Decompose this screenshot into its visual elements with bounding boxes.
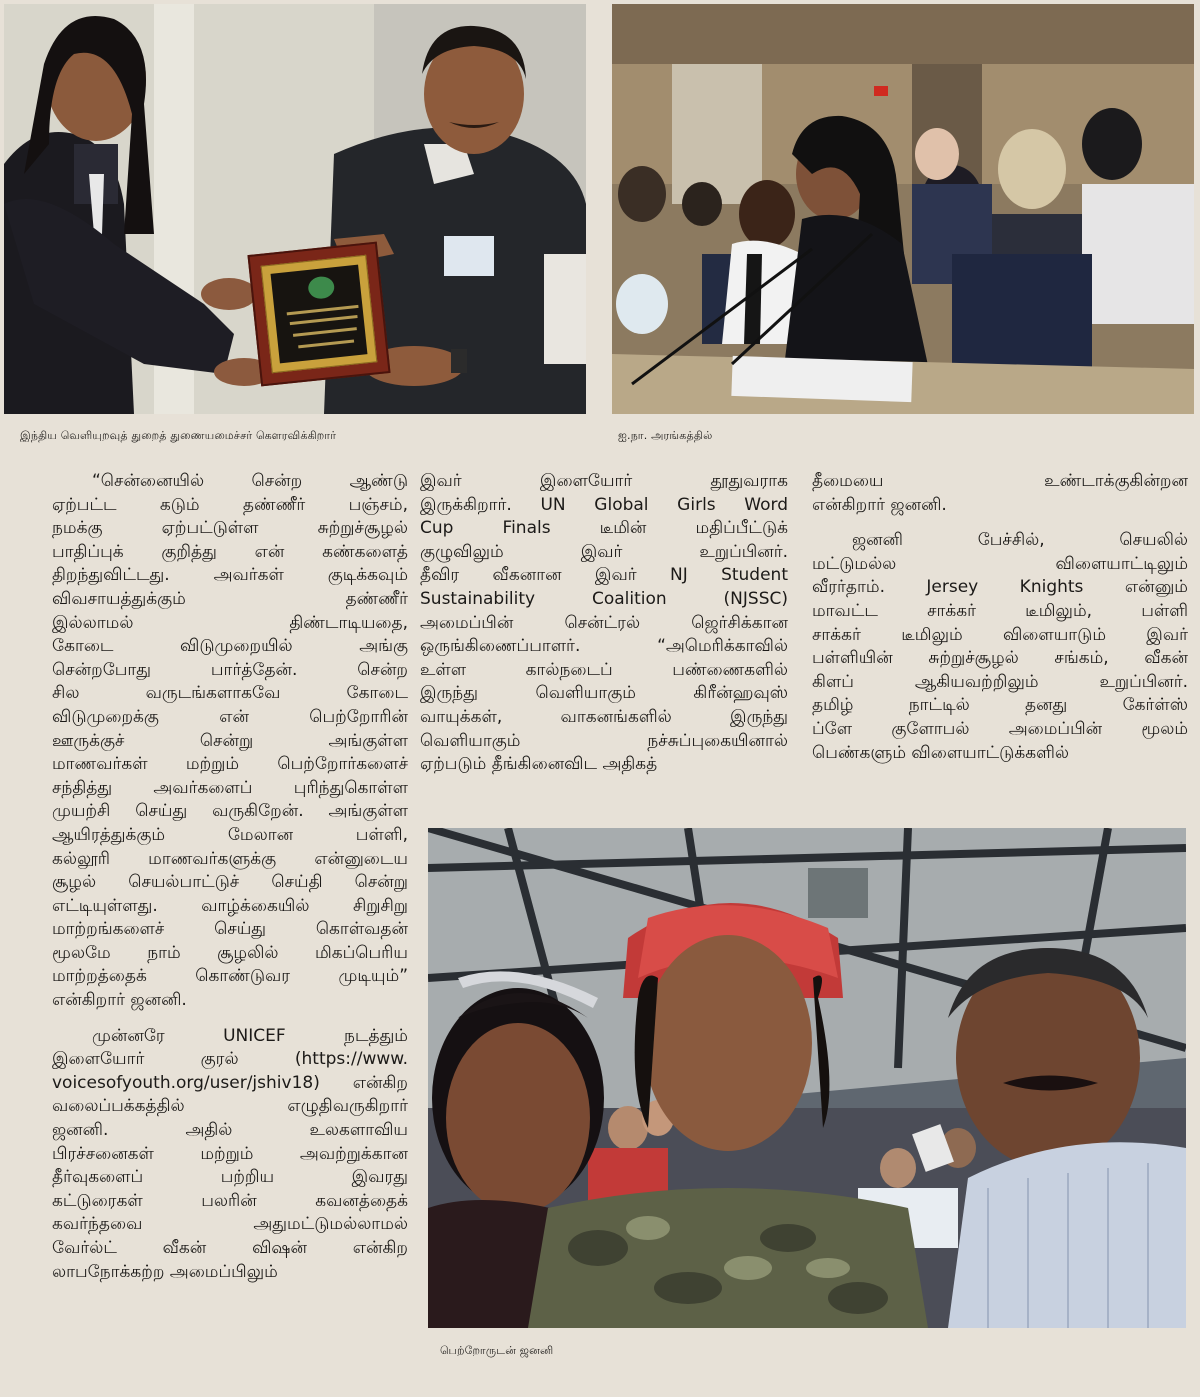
text-line: சூழல் செயல்பாட்டுச் செய்தி சென்று — [52, 872, 408, 893]
text-line: சென்றபோது பார்த்தேன். சென்ற — [52, 659, 408, 680]
paragraph — [52, 1025, 408, 1285]
text-line: ஆயிரத்துக்கும் மேலான பள்ளி, — [52, 824, 408, 845]
text-line: பிரச்சனைகள் மற்றும் அவற்றுக்கான — [52, 1143, 408, 1164]
text-line: அமைப்பின் சென்ட்ரல் ஜெர்சிக்கான — [420, 612, 788, 633]
article-column-1 — [52, 470, 408, 1284]
text-line: ஒருங்கிணைப்பாளர். “அமெரிக்காவில் — [420, 636, 788, 657]
text-line: வெளியாகும் நச்சுப்புகையினால் — [420, 730, 788, 751]
text-line: லாபநோக்கற்ற அமைப்பிலும் — [52, 1261, 278, 1282]
text-line: ஏற்பட்ட கடும் தண்ணீர் பஞ்சம், — [52, 494, 408, 515]
text-line: வேர்ல்ட் வீகன் விஷன் என்கிற — [52, 1238, 408, 1258]
text-line: கல்லூரி மாணவர்களுக்கு என்னுடைய — [52, 848, 408, 869]
text-line: சில வருடங்களாகவே கோடை — [52, 683, 408, 704]
paragraph — [812, 470, 1188, 517]
text-line: Cup Finals டீமின் மதிப்பீட்டுக் — [420, 518, 788, 539]
text-line: முன்னரே UNICEF நடத்தும் — [92, 1025, 408, 1046]
text-line: நமக்கு ஏற்பட்டுள்ள சுற்றுச்சூழல் — [52, 518, 408, 539]
award-plaque — [247, 242, 390, 387]
text-line: வலைப்பக்கத்தில் எழுதிவருகிறார் — [52, 1096, 408, 1117]
text-line: சந்தித்து அவர்களைப் புரிந்துகொள்ள — [52, 777, 408, 798]
text-line: தீமையை உண்டாக்குகின்றன — [812, 471, 1188, 491]
text-line: ஜனனி. அதில் உலகளாவிய — [52, 1120, 408, 1141]
caption-family: பெற்றோருடன் ஜனனி — [440, 1344, 554, 1357]
text-line: மட்டுமல்ல விளையாட்டிலும் — [812, 553, 1188, 574]
text-line: ஜனனி பேச்சில், செயலில் — [852, 530, 1188, 551]
paragraph — [812, 529, 1188, 765]
text-line: விடுமுறைக்கு என் பெற்றோரின் — [52, 706, 408, 727]
text-line: voicesofyouth.org/user/jshiv18) என்கிற — [52, 1072, 408, 1093]
caption-un: ஐ.நா. அரங்கத்தில் — [618, 429, 713, 442]
text-line: இளையோர் குரல் (https://www. — [52, 1049, 408, 1070]
photo-award-ceremony — [4, 4, 586, 414]
text-line: எட்டியுள்ளது. வாழ்க்கையில் சிறுசிறு — [52, 895, 408, 916]
text-line: “சென்னையில் சென்ற ஆண்டு — [92, 471, 408, 491]
text-line: ப்ளே குளோபல் அமைப்பின் மூலம் — [812, 718, 1188, 739]
text-line: கோடை விடுமுறையில் அங்கு — [52, 636, 408, 657]
text-line: பெண்களும் விளையாட்டுக்களில் — [812, 742, 1069, 763]
text-line: தீர்வுகளைப் பற்றிய இவரது — [52, 1167, 408, 1188]
text-line: வீரர்தாம். Jersey Knights என்னும் — [812, 577, 1188, 598]
text-line: என்கிறார் ஜனனி. — [52, 990, 187, 1011]
text-line: வாயுக்கள், வாகனங்களில் இருந்து — [420, 706, 788, 727]
photo-un-assembly — [612, 4, 1194, 414]
paragraph — [420, 470, 788, 777]
text-line: ஏற்படும் தீங்கினைவிட அதிகத் — [420, 754, 658, 775]
text-line: முயற்சி செய்து வருகிறேன். அங்குள்ள — [52, 801, 408, 822]
text-line: விவசாயத்துக்கும் தண்ணீர் — [52, 588, 408, 609]
text-line: மாற்றங்களைச் செய்து கொள்வதன் — [52, 919, 408, 940]
article-column-3 — [812, 470, 1188, 765]
text-line: கிளப் ஆகியவற்றிலும் உறுப்பினர். — [812, 671, 1188, 692]
text-line: என்கிறார் ஜனனி. — [812, 494, 947, 515]
text-line: மூலமே நாம் சூழலில் மிகப்பெரிய — [52, 942, 408, 963]
text-line: பள்ளியின் சுற்றுச்சூழல் சங்கம், வீகன் — [812, 648, 1188, 669]
text-line: பாதிப்புக் குறித்து என் கண்களைத் — [52, 541, 408, 562]
text-line: இவர் இளையோர் தூதுவராக — [420, 471, 788, 491]
text-line: இருந்து வெளியாகும் கிரீன்ஹவுஸ் — [420, 683, 788, 704]
text-line: Sustainability Coalition (NJSSC) — [420, 588, 788, 609]
text-line: இல்லாமல் திண்டாடியதை, — [52, 612, 408, 633]
article-column-2 — [420, 470, 788, 777]
text-line: மாவட்ட சாக்கர் டீமிலும், பள்ளி — [812, 600, 1188, 621]
text-line: ஊருக்குச் சென்று அங்குள்ள — [52, 730, 408, 751]
paragraph — [52, 470, 408, 1013]
text-line: சாக்கர் டீமிலும் விளையாடும் இவர் — [812, 624, 1188, 645]
text-line: கட்டுரைகள் பலரின் கவனத்தைக் — [52, 1190, 408, 1211]
caption-award: இந்திய வெளியுறவுத் துறைத் துணையமைச்சர் கௌரவிக்கிறார் — [20, 429, 337, 442]
text-line: மாற்றத்தைக் கொண்டுவர முடியும்” — [52, 966, 408, 987]
text-line: மாணவர்கள் மற்றும் பெற்றோர்களைச் — [52, 754, 408, 775]
text-line: இருக்கிறார். UN Global Girls Word — [420, 494, 788, 515]
text-line: உள்ள கால்நடைப் பண்ணைகளில் — [420, 659, 788, 680]
text-line: கவர்ந்தவை அதுமட்டுமல்லாமல் — [52, 1214, 408, 1235]
text-line: திறந்துவிட்டது. அவர்கள் குடிக்கவும் — [52, 565, 408, 586]
text-line: குழுவிலும் இவர் உறுப்பினர். — [420, 541, 788, 562]
text-line: தமிழ் நாட்டில் தனது கேர்ள்ஸ் — [812, 695, 1188, 716]
text-line: தீவிர வீகனான இவர் NJ Student — [420, 565, 788, 586]
photo-family-selfie — [428, 828, 1186, 1328]
